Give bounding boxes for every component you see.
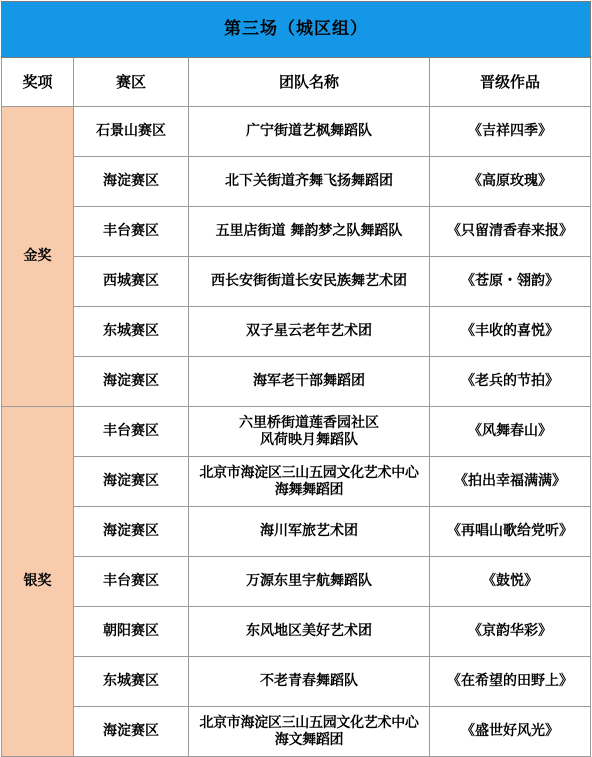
table-row [2, 307, 591, 357]
table-row [2, 107, 591, 157]
work-cell: 《鼓悦》 [430, 557, 591, 607]
title-row [2, 2, 591, 58]
table-row [2, 407, 591, 457]
table-row [2, 157, 591, 207]
table-row [2, 507, 591, 557]
team-line-1: 北京市海淀区三山五园文化艺术中心 [199, 714, 419, 731]
team-cell: 东风地区美好艺术团 [189, 607, 430, 657]
district-cell: 朝阳赛区 [74, 607, 189, 657]
team-line-2: 海文舞蹈团 [274, 731, 344, 748]
table-row [2, 207, 591, 257]
work-cell: 《拍出幸福满满》 [430, 457, 591, 507]
district-cell: 丰台赛区 [74, 207, 189, 257]
work-cell: 《再唱山歌给党听》 [430, 507, 591, 557]
work-cell: 《丰收的喜悦》 [430, 307, 591, 357]
table-row [2, 357, 591, 407]
district-cell: 东城赛区 [74, 657, 189, 707]
district-cell: 丰台赛区 [74, 557, 189, 607]
header-team: 团队名称 [189, 58, 430, 107]
work-cell: 《在希望的田野上》 [430, 657, 591, 707]
table-row [2, 657, 591, 707]
work-cell: 《盛世好风光》 [430, 707, 591, 757]
award-silver: 银奖 [2, 407, 74, 757]
table-row [2, 257, 591, 307]
work-cell: 《京韵华彩》 [430, 607, 591, 657]
district-cell: 海淀赛区 [74, 457, 189, 507]
team-cell: 五里店街道 舞韵梦之队舞蹈队 [189, 207, 430, 257]
district-cell: 海淀赛区 [74, 157, 189, 207]
work-cell: 《老兵的节拍》 [430, 357, 591, 407]
table-row [2, 707, 591, 757]
team-cell: 广宁街道艺枫舞蹈队 [189, 107, 430, 157]
team-cell: 万源东里宇航舞蹈队 [189, 557, 430, 607]
team-line-1: 北京市海淀区三山五园文化艺术中心 [199, 464, 419, 481]
district-cell: 石景山赛区 [74, 107, 189, 157]
district-cell: 海淀赛区 [74, 357, 189, 407]
table-row [2, 557, 591, 607]
award-gold: 金奖 [2, 107, 74, 407]
header-work: 晋级作品 [430, 58, 591, 107]
header-row [2, 58, 591, 107]
district-cell: 东城赛区 [74, 307, 189, 357]
team-cell [189, 707, 430, 757]
table-row [2, 457, 591, 507]
work-cell: 《苍原・翎韵》 [430, 257, 591, 307]
team-cell: 双子星云老年艺术团 [189, 307, 430, 357]
team-cell: 不老青春舞蹈队 [189, 657, 430, 707]
team-line-2: 海舞舞蹈团 [274, 481, 344, 498]
district-cell: 丰台赛区 [74, 407, 189, 457]
team-cell: 西长安街街道长安民族舞艺术团 [189, 257, 430, 307]
table-title: 第三场（城区组） [2, 2, 591, 58]
work-cell: 《高原玫瑰》 [430, 157, 591, 207]
results-table [1, 1, 591, 757]
district-cell: 西城赛区 [74, 257, 189, 307]
header-district: 赛区 [74, 58, 189, 107]
work-cell: 《只留清香春来报》 [430, 207, 591, 257]
team-cell: 北下关街道齐舞飞扬舞蹈团 [189, 157, 430, 207]
team-cell: 海川军旅艺术团 [189, 507, 430, 557]
team-cell: 海军老干部舞蹈团 [189, 357, 430, 407]
team-cell [189, 457, 430, 507]
team-line-1: 六里桥街道莲香园社区 [239, 414, 379, 431]
work-cell: 《风舞春山》 [430, 407, 591, 457]
table-row [2, 607, 591, 657]
work-cell: 《吉祥四季》 [430, 107, 591, 157]
district-cell: 海淀赛区 [74, 507, 189, 557]
team-cell [189, 407, 430, 457]
header-award: 奖项 [2, 58, 74, 107]
team-line-2: 风荷映月舞蹈队 [260, 431, 358, 448]
district-cell: 海淀赛区 [74, 707, 189, 757]
